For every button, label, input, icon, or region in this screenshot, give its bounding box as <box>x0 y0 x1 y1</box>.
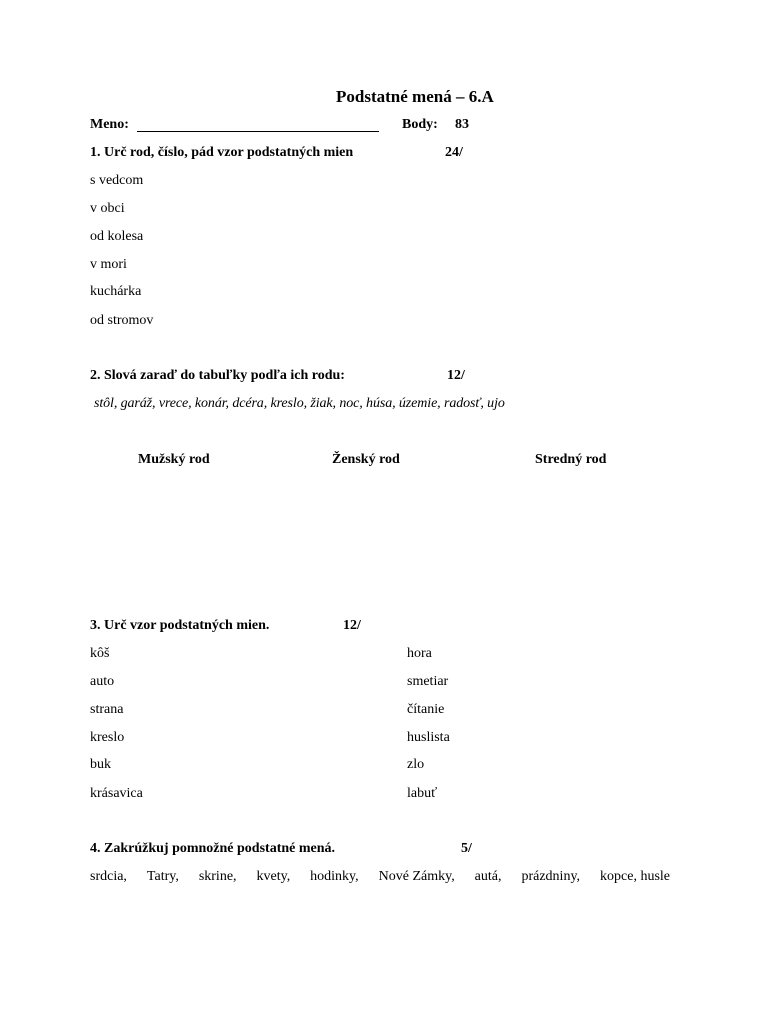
section3-right-item: labuť <box>407 786 438 801</box>
column-feminine: Ženský rod <box>332 452 400 467</box>
section1-item: od kolesa <box>90 229 144 244</box>
section4-word: prázdniny, <box>521 869 581 884</box>
section3-left-item: buk <box>90 757 111 772</box>
section4-word: srdcia, <box>90 869 127 884</box>
section3-right-item: smetiar <box>407 674 449 689</box>
section4-word: kopce, husle <box>600 869 670 884</box>
section3-left-item: strana <box>90 702 124 717</box>
section3-right-item: zlo <box>407 757 425 772</box>
section3-right-item: huslista <box>407 730 450 745</box>
section3-heading: 3. Urč vzor podstatných mien. <box>90 618 270 633</box>
page-title: Podstatné mená – 6.A <box>336 87 494 106</box>
section4-word: kvety, <box>256 869 291 884</box>
section3-right-item: čítanie <box>407 702 445 717</box>
name-label: Meno: <box>90 117 129 132</box>
section2-score: 12/ <box>447 368 465 383</box>
section3-left-item: kôš <box>90 646 110 661</box>
section4-word: hodinky, <box>310 869 359 884</box>
column-neuter: Stredný rod <box>535 452 607 467</box>
section2-word-list: stôl, garáž, vrece, konár, dcéra, kreslo, žiak, noc, húsa, územie, radosť, ujo <box>94 396 505 411</box>
section4-word: Tatry, <box>146 869 179 884</box>
section3-score: 12/ <box>343 618 361 633</box>
section1-heading: 1. Urč rod, číslo, pád vzor podstatných mien <box>90 145 354 160</box>
section3-right-item: hora <box>407 646 432 661</box>
section4-score: 5/ <box>461 841 472 856</box>
section4-word-list <box>90 869 670 885</box>
section1-item: s vedcom <box>90 173 144 188</box>
points-value: 83 <box>455 117 469 132</box>
name-blank-line <box>137 131 379 132</box>
section4-word: autá, <box>474 869 502 884</box>
section1-score: 24/ <box>445 145 463 160</box>
section4-heading: 4. Zakrúžkuj pomnožné podstatné mená. <box>90 841 336 856</box>
section1-item: v mori <box>90 257 127 272</box>
section4-word: Nové Zámky, <box>378 869 455 884</box>
section2-heading: 2. Slová zaraď do tabuľky podľa ich rodu: <box>90 368 345 383</box>
section4-word: skrine, <box>198 869 237 884</box>
section1-item: od stromov <box>90 313 154 328</box>
column-masculine: Mužský rod <box>138 452 210 467</box>
section3-left-item: auto <box>90 674 115 689</box>
section3-left-item: kreslo <box>90 730 125 745</box>
section1-item: kuchárka <box>90 284 142 299</box>
points-label: Body: <box>402 117 438 132</box>
section3-left-item: krásavica <box>90 786 143 801</box>
section1-item: v obci <box>90 201 125 216</box>
